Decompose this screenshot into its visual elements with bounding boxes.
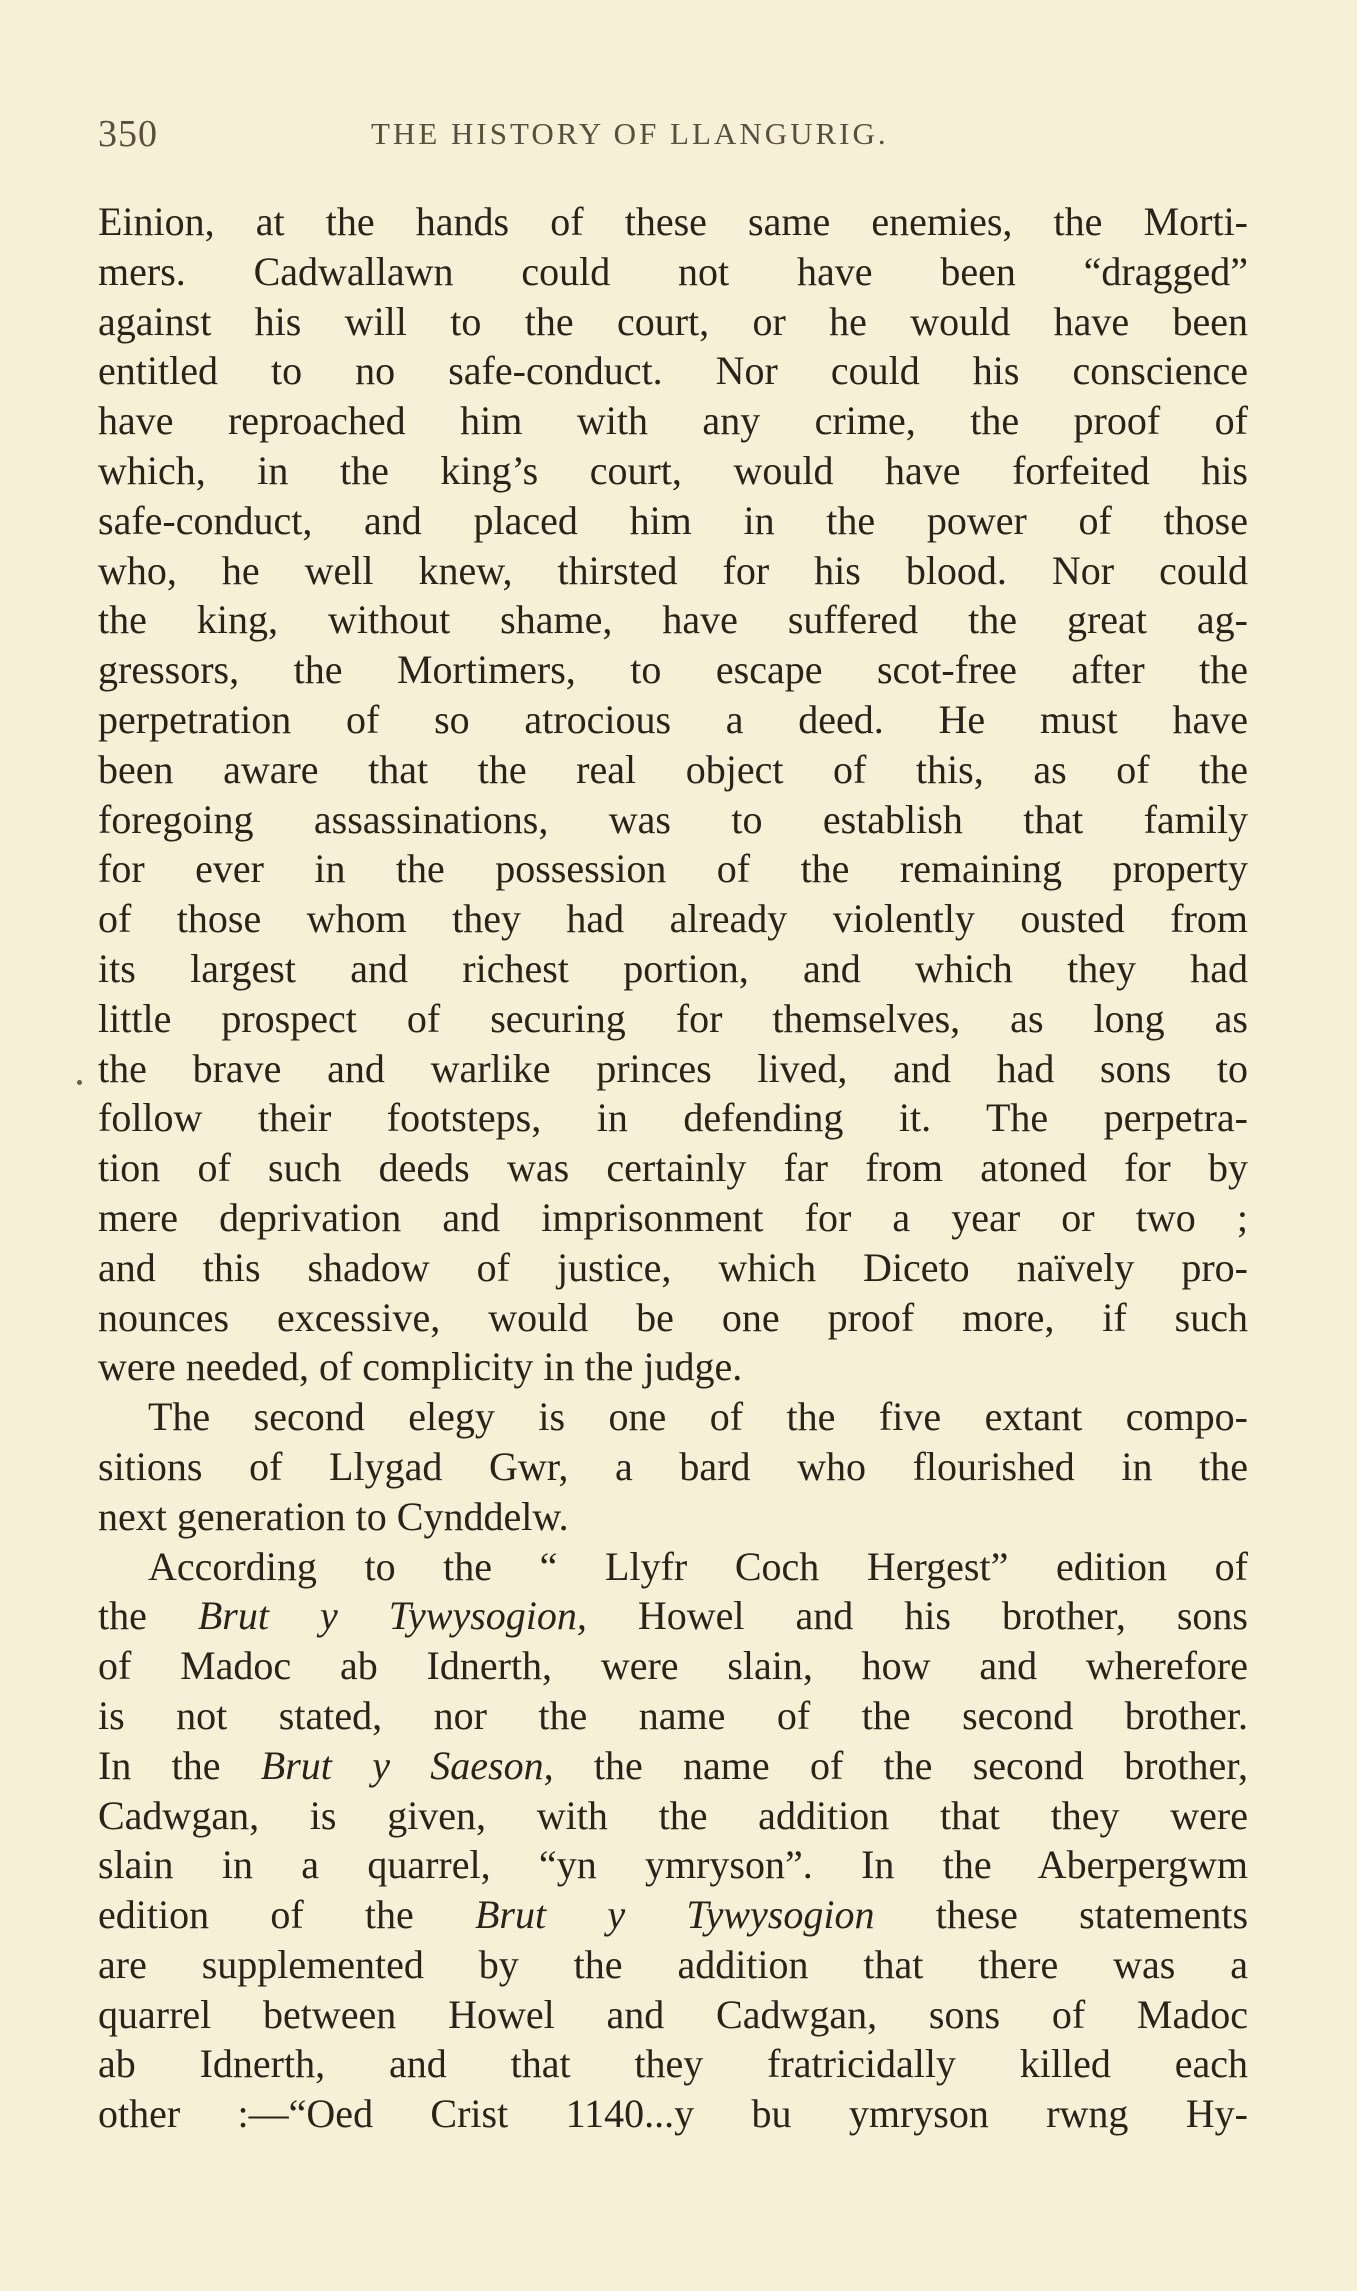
text-line: against his will to the court, or he would have been bbox=[98, 298, 1248, 344]
text-line: quarrel between Howel and Cadwgan, sons of Madoc bbox=[98, 1991, 1248, 2037]
text-line: gressors, the Mortimers, to escape scot-free after the bbox=[98, 647, 1248, 693]
running-title: THE HISTORY OF LLANGURIG. bbox=[371, 116, 889, 151]
text-line: are supplemented by the addition that there was a bbox=[98, 1941, 1248, 1987]
text-line: have reproached him with any crime, the proof of bbox=[98, 398, 1248, 444]
text-line: were needed, of complicity in the judge. bbox=[98, 1344, 743, 1390]
text-line: other :—“Oed Crist 1140...y bu ymryson rwng Hy- bbox=[98, 2091, 1248, 2137]
text-line: next generation to Cynddelw. bbox=[98, 1493, 569, 1539]
page-number: 350 bbox=[98, 113, 158, 155]
text-line: ab Idnerth, and that they fratricidally killed each bbox=[98, 2041, 1248, 2087]
text-line: of those whom they had already violently ousted from bbox=[98, 896, 1248, 942]
italic-title: Brut y Tywysogion bbox=[475, 1892, 875, 1938]
text-line: mere deprivation and imprisonment for a year or two ; bbox=[98, 1194, 1248, 1240]
margin-speck bbox=[77, 1080, 82, 1085]
text-line: tion of such deeds was certainly far from atoned for by bbox=[98, 1145, 1248, 1191]
text-line: of Madoc ab Idnerth, were slain, how and wherefore bbox=[98, 1643, 1248, 1689]
running-header bbox=[98, 112, 1248, 162]
text-line: been aware that the real object of this, as of the bbox=[98, 746, 1248, 792]
text-line: slain in a quarrel, “yn ymryson”. In the Aberpergwm bbox=[98, 1842, 1248, 1888]
text-line: According to the “ Llyfr Coch Hergest” edition of bbox=[148, 1543, 1248, 1589]
text-line: the king, without shame, have suffered the great ag- bbox=[98, 597, 1248, 643]
text-line: sitions of Llygad Gwr, a bard who flourished in the bbox=[98, 1443, 1248, 1489]
text-line: edition of the Brut y Tywysogion these statements bbox=[98, 1892, 1249, 1938]
text-line: little prospect of securing for themselves, as long as bbox=[98, 995, 1248, 1041]
italic-title: Brut y Tywysogion, bbox=[197, 1593, 587, 1639]
text-line: entitled to no safe-conduct. Nor could his conscience bbox=[98, 348, 1248, 394]
text-line: safe-conduct, and placed him in the power of those bbox=[98, 497, 1248, 543]
text-line: In the Brut y Saeson, the name of the second brother, bbox=[98, 1742, 1248, 1788]
body-text bbox=[98, 197, 1248, 2139]
text-line: nounces excessive, would be one proof more, if such bbox=[98, 1294, 1248, 1340]
text-line: is not stated, nor the name of the second brother. bbox=[98, 1692, 1248, 1738]
text-line: and this shadow of justice, which Diceto naïvely pro- bbox=[98, 1244, 1248, 1290]
text-line: its largest and richest portion, and which they had bbox=[98, 945, 1248, 991]
text-line: perpetration of so atrocious a deed. He must have bbox=[98, 696, 1248, 742]
text-line: the Brut y Tywysogion, Howel and his brother, sons bbox=[98, 1593, 1248, 1639]
text-line: for ever in the possession of the remaining property bbox=[98, 846, 1248, 892]
text-line: Einion, at the hands of these same enemies, the Morti- bbox=[98, 199, 1248, 244]
text-line: follow their footsteps, in defending it. The perpetra- bbox=[98, 1095, 1248, 1141]
italic-title: Brut y Saeson, bbox=[260, 1742, 554, 1788]
text-line: the brave and warlike princes lived, and had sons to bbox=[98, 1045, 1248, 1091]
text-line: which, in the king’s court, would have forfeited his bbox=[98, 447, 1248, 493]
text-line: foregoing assassinations, was to establish that family bbox=[98, 796, 1248, 842]
text-line: mers. Cadwallawn could not have been “dragged” bbox=[98, 248, 1248, 294]
text-line: Cadwgan, is given, with the addition that they were bbox=[98, 1792, 1248, 1838]
text-line: who, he well knew, thirsted for his blood. Nor could bbox=[98, 547, 1248, 593]
text-line: The second elegy is one of the five extant compo- bbox=[148, 1394, 1248, 1440]
